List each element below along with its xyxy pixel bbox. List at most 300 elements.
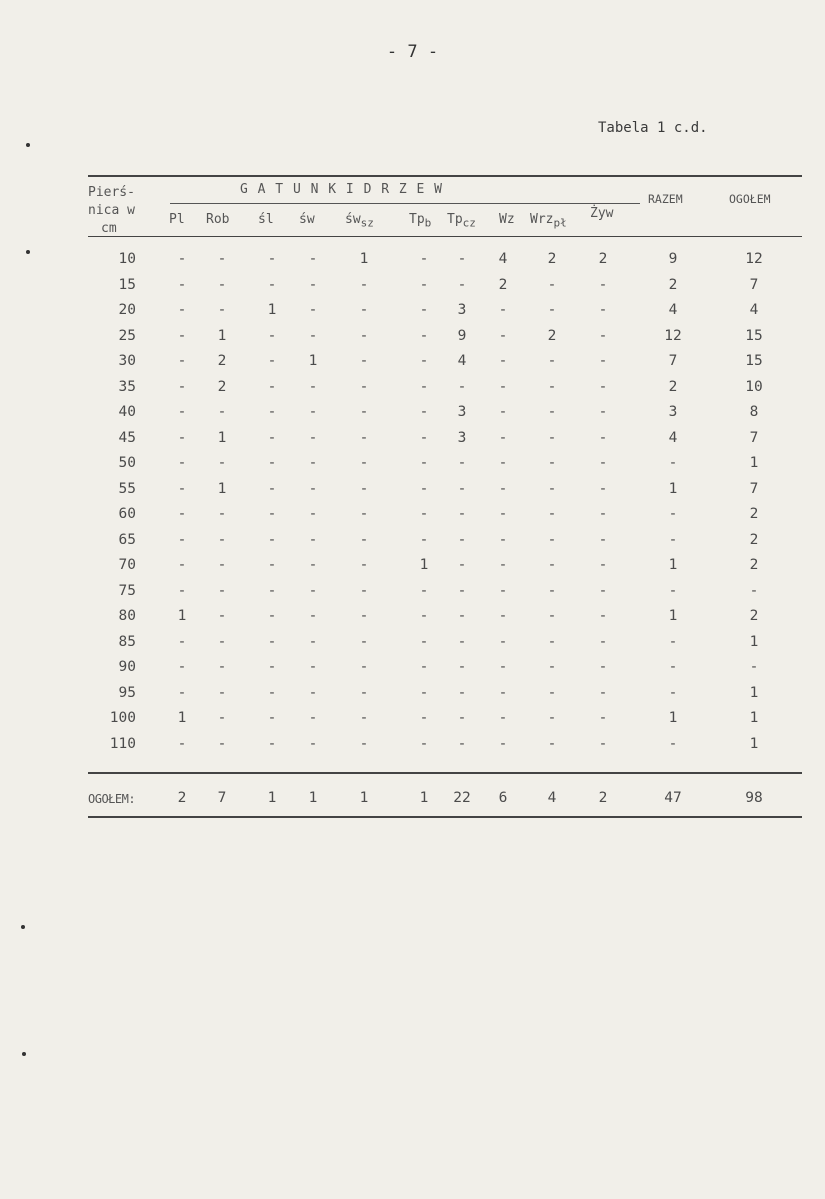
species-count-cell: -	[457, 710, 467, 726]
diameter-cell: 80	[118, 608, 136, 624]
species-count-cell: -	[498, 480, 508, 497]
species-count-cell: -	[359, 276, 369, 293]
diameter-cell: 50	[118, 455, 136, 471]
species-count-cell: -	[457, 378, 467, 395]
species-count-cell: -	[498, 302, 508, 318]
total-ogolem-cell: 98	[745, 790, 763, 806]
species-count-cell: -	[498, 353, 508, 369]
species-count-cell: -	[308, 429, 318, 446]
species-count-cell: -	[267, 455, 277, 471]
total-razem-cell: 47	[664, 790, 682, 806]
species-count-cell: 2	[598, 251, 608, 267]
species-count-cell: -	[217, 557, 227, 573]
species-count-cell: -	[457, 684, 467, 701]
diameter-cell: 110	[109, 735, 136, 752]
species-count-cell: -	[419, 327, 429, 344]
diameter-cell: 30	[118, 353, 136, 369]
species-count-cell: -	[419, 633, 429, 650]
species-count-cell: -	[598, 327, 608, 344]
species-count-cell: -	[267, 327, 277, 344]
diameter-cell: 45	[118, 429, 136, 446]
species-count-cell: -	[598, 582, 608, 599]
species-column-header: Wz	[499, 212, 515, 227]
species-count-cell: 1	[217, 327, 227, 344]
species-count-cell: -	[177, 557, 187, 573]
species-count-cell: -	[177, 353, 187, 369]
species-count-cell: 9	[457, 327, 467, 344]
species-count-cell: -	[359, 659, 369, 675]
header-bottom-rule	[88, 236, 802, 237]
ogolem-cell: 10	[745, 378, 763, 395]
ogolem-cell: 2	[749, 608, 759, 624]
species-count-cell: -	[547, 480, 557, 497]
species-count-cell: -	[267, 710, 277, 726]
razem-cell: 3	[668, 404, 678, 420]
total-count-cell: 1	[308, 790, 318, 806]
species-count-cell: -	[498, 455, 508, 471]
species-count-cell: -	[547, 735, 557, 752]
species-count-cell: -	[419, 378, 429, 395]
species-count-cell: 3	[457, 302, 467, 318]
species-count-cell: -	[498, 531, 508, 548]
species-count-cell: -	[547, 404, 557, 420]
razem-cell: -	[668, 506, 678, 522]
species-count-cell: -	[419, 582, 429, 599]
ogolem-cell: 1	[749, 710, 759, 726]
species-count-cell: -	[308, 659, 318, 675]
total-count-cell: 4	[547, 790, 557, 806]
species-count-cell: -	[308, 378, 318, 395]
species-count-cell: -	[217, 251, 227, 267]
species-count-cell: 1	[419, 557, 429, 573]
total-count-cell: 2	[177, 790, 187, 806]
razem-cell: 1	[668, 557, 678, 573]
species-count-cell: -	[267, 506, 277, 522]
species-column-header: Pl	[169, 212, 185, 227]
razem-cell: 1	[668, 608, 678, 624]
species-count-cell: 3	[457, 404, 467, 420]
species-count-cell: -	[419, 684, 429, 701]
species-count-cell: -	[359, 429, 369, 446]
diameter-cell: 75	[118, 582, 136, 599]
ogolem-cell: 7	[749, 480, 759, 497]
species-count-cell: -	[547, 582, 557, 599]
species-count-cell: -	[267, 659, 277, 675]
razem-cell: 1	[668, 710, 678, 726]
ogolem-cell: 2	[749, 506, 759, 522]
species-count-cell: -	[177, 633, 187, 650]
totals-bottom-rule	[88, 816, 802, 818]
species-count-cell: -	[598, 378, 608, 395]
species-count-cell: -	[419, 480, 429, 497]
page-number: - 7 -	[386, 42, 439, 62]
species-count-cell: -	[419, 506, 429, 522]
species-count-cell: -	[308, 480, 318, 497]
species-count-cell: -	[177, 684, 187, 701]
species-count-cell: -	[217, 506, 227, 522]
species-count-cell: -	[267, 633, 277, 650]
species-count-cell: -	[498, 404, 508, 420]
species-count-cell: 1	[308, 353, 318, 369]
razem-cell: 4	[668, 429, 678, 446]
diameter-cell: 85	[118, 633, 136, 650]
razem-cell: 7	[668, 353, 678, 369]
species-count-cell: -	[547, 633, 557, 650]
species-count-cell: -	[419, 353, 429, 369]
species-count-cell: -	[457, 531, 467, 548]
species-count-cell: -	[598, 404, 608, 420]
species-count-cell: -	[359, 633, 369, 650]
diameter-header-line-1: Pierś-	[88, 185, 135, 200]
species-count-cell: 1	[177, 710, 187, 726]
species-count-cell: -	[547, 455, 557, 471]
diameter-cell: 65	[118, 531, 136, 548]
species-count-cell: -	[547, 276, 557, 293]
species-count-cell: -	[267, 404, 277, 420]
species-count-cell: -	[598, 608, 608, 624]
razem-cell: -	[668, 582, 678, 599]
species-count-cell: -	[457, 557, 467, 573]
ogolem-cell: 15	[745, 353, 763, 369]
species-count-cell: -	[217, 659, 227, 675]
species-count-cell: -	[598, 353, 608, 369]
species-count-cell: -	[598, 684, 608, 701]
species-count-cell: -	[217, 276, 227, 293]
species-count-cell: -	[457, 633, 467, 650]
species-count-cell: -	[498, 327, 508, 344]
species-count-cell: -	[267, 684, 277, 701]
species-count-cell: -	[419, 429, 429, 446]
species-count-cell: -	[217, 608, 227, 624]
species-count-cell: -	[419, 276, 429, 293]
species-count-cell: 2	[547, 251, 557, 267]
species-count-cell: -	[177, 531, 187, 548]
species-count-cell: 2	[217, 378, 227, 395]
diameter-cell: 40	[118, 404, 136, 420]
species-count-cell: -	[177, 429, 187, 446]
species-count-cell: 2	[498, 276, 508, 293]
species-count-cell: -	[457, 582, 467, 599]
species-count-cell: -	[217, 531, 227, 548]
species-count-cell: -	[217, 582, 227, 599]
species-count-cell: -	[177, 327, 187, 344]
species-count-cell: -	[177, 506, 187, 522]
species-count-cell: -	[419, 302, 429, 318]
razem-cell: -	[668, 455, 678, 471]
species-count-cell: -	[177, 455, 187, 471]
razem-cell: -	[668, 735, 678, 752]
species-count-cell: 2	[217, 353, 227, 369]
species-count-cell: 3	[457, 429, 467, 446]
total-count-cell: 1	[419, 790, 429, 806]
species-count-cell: -	[547, 429, 557, 446]
species-column-header: śl	[258, 212, 274, 227]
species-count-cell: -	[547, 710, 557, 726]
species-count-cell: -	[359, 327, 369, 344]
species-count-cell: -	[177, 302, 187, 318]
species-count-cell: -	[598, 480, 608, 497]
species-count-cell: -	[598, 659, 608, 675]
species-count-cell: -	[598, 735, 608, 752]
species-count-cell: -	[598, 276, 608, 293]
species-count-cell: -	[359, 302, 369, 318]
species-count-cell: -	[498, 608, 508, 624]
species-count-cell: -	[598, 506, 608, 522]
species-count-cell: -	[457, 480, 467, 497]
total-count-cell: 2	[598, 790, 608, 806]
species-count-cell: -	[359, 480, 369, 497]
species-count-cell: -	[598, 531, 608, 548]
species-count-cell: -	[359, 582, 369, 599]
species-count-cell: -	[217, 710, 227, 726]
species-count-cell: -	[457, 455, 467, 471]
species-count-cell: -	[547, 684, 557, 701]
species-count-cell: -	[267, 276, 277, 293]
species-count-cell: -	[498, 429, 508, 446]
ogolem-cell: 1	[749, 455, 759, 471]
species-count-cell: -	[419, 608, 429, 624]
species-count-cell: -	[308, 302, 318, 318]
species-count-cell: -	[359, 684, 369, 701]
species-count-cell: -	[498, 659, 508, 675]
species-count-cell: -	[267, 608, 277, 624]
ogolem-cell: 1	[749, 735, 759, 752]
species-count-cell: -	[598, 557, 608, 573]
species-count-cell: -	[177, 735, 187, 752]
ogolem-cell: 8	[749, 404, 759, 420]
species-count-cell: -	[419, 710, 429, 726]
margin-mark	[22, 1052, 26, 1056]
species-count-cell: -	[419, 531, 429, 548]
total-count-cell: 1	[267, 790, 277, 806]
razem-cell: 9	[668, 251, 678, 267]
species-count-cell: -	[598, 633, 608, 650]
species-count-cell: -	[177, 582, 187, 599]
species-count-cell: -	[267, 251, 277, 267]
species-count-cell: -	[308, 506, 318, 522]
razem-cell: 12	[664, 327, 682, 344]
species-count-cell: -	[498, 633, 508, 650]
species-column-header: $św_{sz}$	[345, 212, 374, 230]
species-count-cell: -	[308, 633, 318, 650]
species-count-cell: -	[498, 735, 508, 752]
razem-cell: 2	[668, 276, 678, 293]
ogolem-cell: -	[749, 659, 759, 675]
species-count-cell: 1	[177, 608, 187, 624]
ogolem-cell: 1	[749, 633, 759, 650]
species-count-cell: -	[359, 608, 369, 624]
species-count-cell: -	[547, 353, 557, 369]
species-count-cell: -	[359, 404, 369, 420]
species-count-cell: -	[217, 633, 227, 650]
species-count-cell: -	[308, 276, 318, 293]
species-count-cell: -	[498, 506, 508, 522]
species-count-cell: -	[419, 404, 429, 420]
species-column-header: św	[299, 212, 315, 227]
species-count-cell: -	[457, 659, 467, 675]
ogolem-cell: 2	[749, 531, 759, 548]
margin-mark	[26, 250, 30, 254]
species-count-cell: -	[547, 659, 557, 675]
species-count-cell: -	[359, 557, 369, 573]
razem-cell: -	[668, 531, 678, 548]
species-count-cell: -	[598, 429, 608, 446]
diameter-cell: 90	[118, 659, 136, 675]
species-count-cell: -	[598, 455, 608, 471]
species-count-cell: -	[457, 276, 467, 293]
total-count-cell: 22	[453, 790, 471, 806]
species-count-cell: -	[217, 455, 227, 471]
species-count-cell: -	[267, 429, 277, 446]
razem-cell: 4	[668, 302, 678, 318]
species-count-cell: -	[308, 327, 318, 344]
species-count-cell: -	[598, 302, 608, 318]
species-count-cell: -	[267, 531, 277, 548]
species-count-cell: -	[498, 582, 508, 599]
total-count-cell: 1	[359, 790, 369, 806]
diameter-header-line-2: nica w	[88, 203, 135, 218]
species-count-cell: -	[498, 710, 508, 726]
totals-top-rule	[88, 772, 802, 774]
diameter-cell: 35	[118, 378, 136, 395]
species-count-cell: -	[308, 684, 318, 701]
species-count-cell: -	[267, 480, 277, 497]
razem-cell: 1	[668, 480, 678, 497]
species-count-cell: 2	[547, 327, 557, 344]
ogolem-cell: 7	[749, 429, 759, 446]
species-column-header: $Tp_b$	[409, 212, 432, 230]
species-count-cell: -	[308, 251, 318, 267]
total-count-cell: 7	[217, 790, 227, 806]
razem-cell: 2	[668, 378, 678, 395]
razem-cell: -	[668, 659, 678, 675]
diameter-cell: 15	[118, 276, 136, 293]
species-count-cell: -	[457, 251, 467, 267]
ogolem-cell: 2	[749, 557, 759, 573]
species-count-cell: -	[217, 684, 227, 701]
species-count-cell: -	[308, 710, 318, 726]
totals-label: OGOŁEM:	[88, 792, 136, 806]
species-count-cell: 4	[498, 251, 508, 267]
species-count-cell: -	[419, 659, 429, 675]
species-count-cell: -	[547, 608, 557, 624]
table-caption: Tabela 1 c.d.	[598, 120, 708, 136]
species-column-header: Rob	[206, 212, 230, 227]
species-count-cell: -	[177, 659, 187, 675]
table-top-rule	[88, 175, 802, 177]
diameter-header-line-3: cm	[101, 221, 117, 236]
species-count-cell: -	[267, 353, 277, 369]
species-count-cell: -	[457, 735, 467, 752]
margin-mark	[26, 143, 30, 147]
total-count-cell: 6	[498, 790, 508, 806]
species-count-cell: 4	[457, 353, 467, 369]
ogolem-cell: 15	[745, 327, 763, 344]
diameter-cell: 70	[118, 557, 136, 573]
razem-cell: -	[668, 684, 678, 701]
species-count-cell: -	[359, 353, 369, 369]
diameter-cell: 25	[118, 327, 136, 344]
species-count-cell: -	[547, 378, 557, 395]
ogolem-cell: 7	[749, 276, 759, 293]
species-count-cell: -	[359, 735, 369, 752]
species-column-header: Żyw	[590, 206, 614, 221]
species-count-cell: -	[308, 557, 318, 573]
species-count-cell: 1	[267, 302, 277, 318]
species-count-cell: -	[217, 404, 227, 420]
ogolem-cell: 4	[749, 302, 759, 318]
species-count-cell: 1	[217, 480, 227, 497]
species-count-cell: -	[217, 735, 227, 752]
species-count-cell: -	[308, 735, 318, 752]
species-count-cell: -	[217, 302, 227, 318]
species-count-cell: -	[547, 557, 557, 573]
species-count-cell: -	[267, 735, 277, 752]
species-count-cell: -	[177, 378, 187, 395]
species-count-cell: -	[177, 251, 187, 267]
species-count-cell: -	[419, 735, 429, 752]
species-count-cell: -	[457, 608, 467, 624]
species-count-cell: -	[308, 608, 318, 624]
ogolem-cell: 12	[745, 251, 763, 267]
species-count-cell: -	[267, 557, 277, 573]
diameter-cell: 10	[118, 251, 136, 267]
species-count-cell: -	[177, 404, 187, 420]
species-count-cell: -	[267, 582, 277, 599]
species-count-cell: -	[359, 506, 369, 522]
species-count-cell: -	[267, 378, 277, 395]
species-count-cell: -	[308, 582, 318, 599]
species-count-cell: -	[498, 684, 508, 701]
species-count-cell: -	[177, 276, 187, 293]
ogolem-cell: -	[749, 582, 759, 599]
species-count-cell: -	[419, 251, 429, 267]
species-count-cell: -	[177, 480, 187, 497]
species-count-cell: -	[308, 404, 318, 420]
diameter-cell: 55	[118, 480, 136, 497]
ogolem-header: OGOŁEM	[729, 192, 771, 206]
species-count-cell: -	[598, 710, 608, 726]
diameter-cell: 95	[118, 684, 136, 701]
diameter-cell: 20	[118, 302, 136, 318]
species-count-cell: -	[498, 378, 508, 395]
species-count-cell: -	[498, 557, 508, 573]
species-count-cell: -	[359, 455, 369, 471]
species-count-cell: -	[547, 302, 557, 318]
diameter-cell: 100	[109, 710, 136, 726]
razem-cell: -	[668, 633, 678, 650]
species-count-cell: -	[359, 710, 369, 726]
species-count-cell: -	[419, 455, 429, 471]
species-count-cell: -	[308, 531, 318, 548]
ogolem-cell: 1	[749, 684, 759, 701]
species-count-cell: -	[359, 378, 369, 395]
diameter-cell: 60	[118, 506, 136, 522]
species-count-cell: 1	[217, 429, 227, 446]
margin-mark	[21, 925, 25, 929]
razem-header: RAZEM	[648, 192, 683, 206]
species-count-cell: -	[359, 531, 369, 548]
species-group-header: G A T U N K I D R Z E W	[240, 182, 444, 197]
species-group-rule	[170, 203, 640, 204]
species-count-cell: -	[547, 531, 557, 548]
species-count-cell: -	[547, 506, 557, 522]
species-column-header: Wrz$_{pł}$	[530, 212, 567, 230]
species-count-cell: -	[457, 506, 467, 522]
species-column-header: $Tp_{cz}$	[447, 212, 476, 230]
species-count-cell: 1	[359, 251, 369, 267]
species-count-cell: -	[308, 455, 318, 471]
